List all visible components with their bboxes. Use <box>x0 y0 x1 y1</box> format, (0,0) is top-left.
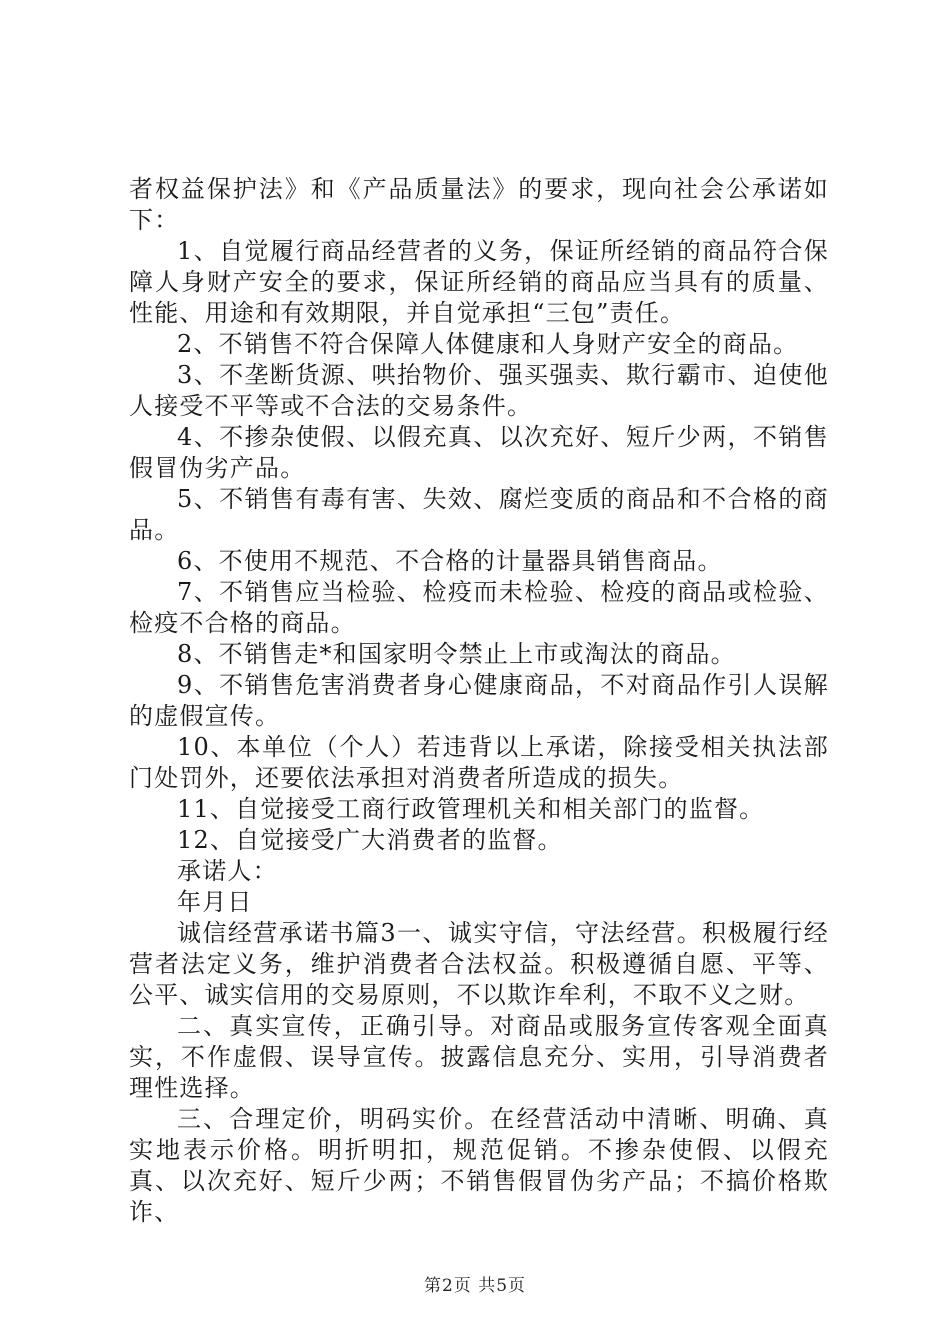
paragraph-item-7: 7、不销售应当检验、检疫而未检验、检疫的商品或检验、检疫不合格的商品。 <box>129 578 829 637</box>
paragraph-item-12: 12、自觉接受广大消费者的监督。 <box>177 826 563 854</box>
paragraph-item-8: 8、不销售走*和国家明令禁止上市或淘汰的商品。 <box>177 640 736 668</box>
paragraph-item-10: 10、本单位（个人）若违背以上承诺，除接受相关执法部门处罚外，还要依法承担对消费者所造成的损失。 <box>129 733 829 792</box>
page-number: 第2页 共5页 <box>423 1276 527 1296</box>
paragraph-section-3-part-3: 三、合理定价，明码实价。在经营活动中清晰、明确、真实地表示价格。明折明扣，规范促销。不掺杂使假、以假充真、以次充好、短斤少两；不销售假冒伪劣产品；不搞价格欺诈、 <box>129 1105 829 1226</box>
paragraph-item-3: 3、不垄断货源、哄抬物价、强买强卖、欺行霸市、迫使他人接受不平等或不合法的交易条件。 <box>129 361 829 420</box>
paragraph-section-3-part-2: 二、真实宣传，正确引导。对商品或服务宣传客观全面真实，不作虚假、误导宣传。披露信息充分、实用，引导消费者理性选择。 <box>129 1012 829 1102</box>
paragraph-item-9: 9、不销售危害消费者身心健康商品，不对商品作引人误解的虚假宣传。 <box>129 671 829 730</box>
date-label: 年月日 <box>177 888 253 916</box>
paragraph-intro: 者权益保护法》和《产品质量法》的要求，现向社会公承诺如下： <box>129 175 829 234</box>
paragraph-item-11: 11、自觉接受工商行政管理机关和相关部门的监督。 <box>177 795 765 823</box>
signatory-label: 承诺人： <box>177 857 278 885</box>
paragraph-item-2: 2、不销售不符合保障人体健康和人身财产安全的商品。 <box>177 330 799 358</box>
page-footer <box>0 1271 950 1296</box>
paragraph-item-6: 6、不使用不规范、不合格的计量器具销售商品。 <box>177 547 723 575</box>
paragraph-item-4: 4、不掺杂使假、以假充真、以次充好、短斤少两，不销售假冒伪劣产品。 <box>129 423 829 482</box>
paragraph-section-3-part-1: 诚信经营承诺书篇3一、诚实守信，守法经营。积极履行经营者法定义务，维护消费者合法权益。积极遵循自愿、平等、公平、诚实信用的交易原则，不以欺诈牟利，不取不义之财。 <box>129 919 829 1009</box>
paragraph-item-5: 5、不销售有毒有害、失效、腐烂变质的商品和不合格的商品。 <box>129 485 829 544</box>
paragraph-item-1: 1、自觉履行商品经营者的义务，保证所经销的商品符合保障人身财产安全的要求，保证所经销的商品应当具有的质量、性能、用途和有效期限，并自觉承担“三包”责任。 <box>129 237 829 327</box>
document-body <box>129 174 829 1228</box>
